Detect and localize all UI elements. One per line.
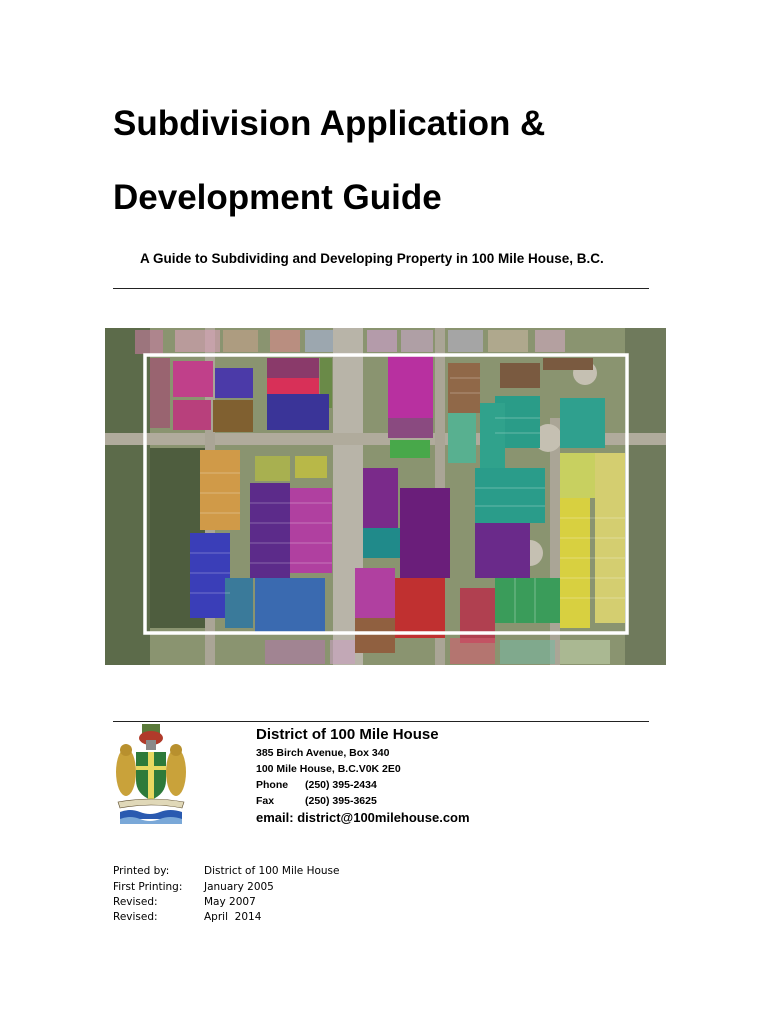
address-line2: 100 Mile House, B.C.V0K 2E0 [256, 763, 401, 775]
subdivision-aerial-map [105, 328, 666, 665]
phone-label: Phone [256, 779, 289, 791]
divider-top [113, 288, 649, 289]
revised-value-1: May 2007 [204, 896, 256, 908]
printed-by-value: District of 100 Mile House [204, 865, 340, 877]
fax-label: Fax [256, 795, 275, 807]
district-crest-logo [112, 722, 190, 826]
divider-bottom [113, 721, 649, 722]
phone-row [256, 779, 377, 791]
revised-value-2: April 2014 [204, 911, 262, 923]
email-row [256, 810, 470, 825]
document-title-line2: Development Guide [113, 178, 442, 217]
document-subtitle: A Guide to Subdividing and Developing Property in 100 Mile House, B.C. [140, 251, 604, 266]
fax-row [256, 795, 377, 807]
phone-number: (250) 395-2434 [305, 779, 377, 791]
address-line1: 385 Birch Avenue, Box 340 [256, 747, 390, 759]
email-address[interactable]: district@100milehouse.com [297, 810, 470, 825]
fax-number: (250) 395-3625 [305, 795, 377, 807]
email-label: email: [256, 810, 294, 825]
first-printing-label: First Printing: [113, 881, 183, 893]
printed-by-label: Printed by: [113, 865, 170, 877]
district-name: District of 100 Mile House [256, 726, 439, 743]
first-printing-value: January 2005 [204, 881, 274, 893]
revised-label-2: Revised: [113, 911, 158, 923]
revised-label-1: Revised: [113, 896, 158, 908]
document-title-line1: Subdivision Application & [113, 104, 546, 143]
